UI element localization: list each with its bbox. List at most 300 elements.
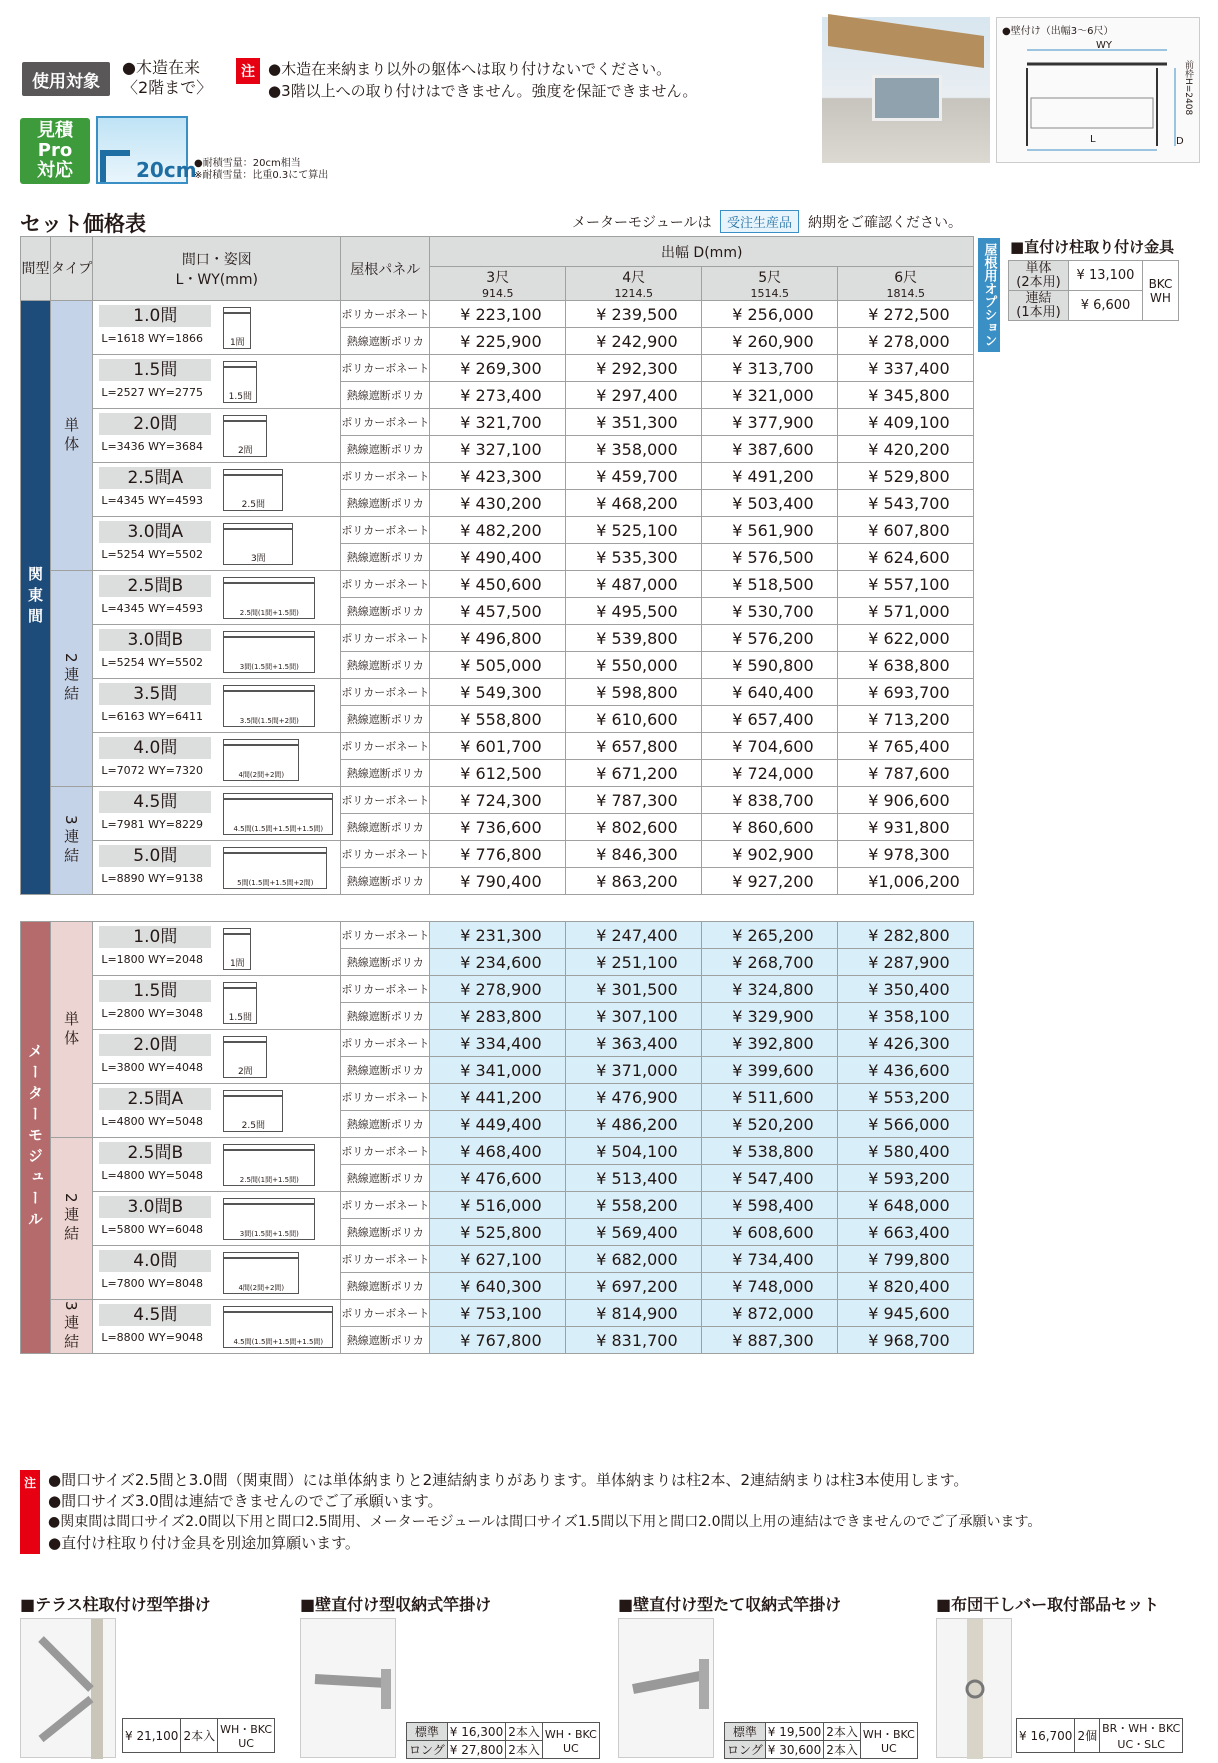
- price-cell: ¥ 612,500: [430, 760, 566, 787]
- price-cell: ¥ 449,400: [430, 1111, 566, 1138]
- price-cell: ¥ 557,100: [838, 571, 974, 598]
- size-figure: 4間(2間+2間): [223, 739, 299, 781]
- price-cell: ¥ 607,800: [838, 517, 974, 544]
- product-price: ¥ 16,700: [1017, 1719, 1075, 1753]
- price-cell: ¥ 978,300: [838, 841, 974, 868]
- panel-type: ポリカーボネート: [341, 787, 430, 814]
- snow-load-mark: [100, 150, 130, 182]
- price-cell: ¥ 945,600: [838, 1300, 974, 1327]
- size-dimensions: L=8890 WY=9138: [101, 872, 203, 885]
- panel-type: 熱線遮断ポリカ: [341, 1057, 430, 1084]
- price-cell: ¥ 392,800: [702, 1030, 838, 1057]
- price-cell: ¥ 490,400: [430, 544, 566, 571]
- price-cell: ¥ 736,600: [430, 814, 566, 841]
- size-name: 4.0間: [99, 737, 211, 759]
- product-price-table: [724, 1722, 918, 1759]
- module-note: 納期をご確認ください。: [808, 215, 962, 231]
- price-cell: ¥ 426,300: [838, 1030, 974, 1057]
- price-cell: ¥ 283,800: [430, 1003, 566, 1030]
- price-cell: ¥ 321,000: [702, 382, 838, 409]
- size-cell: [93, 1138, 341, 1192]
- option-table: [1008, 260, 1179, 321]
- depth-mm: 1214.5: [614, 287, 653, 300]
- size-figure: 3間(1.5間+1.5間): [223, 631, 315, 673]
- price-cell: ¥ 566,000: [838, 1111, 974, 1138]
- price-cell: ¥ 265,200: [702, 922, 838, 949]
- size-name: 1.0間: [99, 305, 211, 327]
- price-cell: ¥ 491,200: [702, 463, 838, 490]
- price-cell: ¥ 234,600: [430, 949, 566, 976]
- futon-bar-figure: [937, 1619, 1013, 1759]
- price-cell: ¥ 377,900: [702, 409, 838, 436]
- panel-type: 熱線遮断ポリカ: [341, 1003, 430, 1030]
- size-cell: [93, 1246, 341, 1300]
- header-size-label: 間口・姿図: [181, 251, 252, 268]
- table-row: [21, 409, 974, 436]
- product-photo: [822, 17, 990, 163]
- size-cell: [93, 922, 341, 976]
- price-table: [20, 236, 974, 1354]
- panel-type: ポリカーボネート: [341, 1246, 430, 1273]
- price-cell: ¥ 242,900: [566, 328, 702, 355]
- size-name: 2.5間A: [99, 1088, 211, 1110]
- product-price-table: [1016, 1718, 1183, 1753]
- price-cell: ¥ 550,000: [566, 652, 702, 679]
- table-row: [21, 1138, 974, 1165]
- price-cell: ¥ 598,800: [566, 679, 702, 706]
- price-cell: ¥ 553,200: [838, 1084, 974, 1111]
- size-figure: 4.5間(1.5間+1.5間+1.5間): [223, 793, 333, 835]
- size-figure: 3.5間(1.5間+2間): [223, 685, 315, 727]
- snow-load-value: 20cm: [136, 158, 197, 182]
- price-cell: ¥ 657,800: [566, 733, 702, 760]
- target-line: ●木造在来: [122, 58, 200, 77]
- header-depth-4: [566, 267, 702, 301]
- price-cell: ¥ 802,600: [566, 814, 702, 841]
- price-cell: ¥ 476,900: [566, 1084, 702, 1111]
- price-cell: ¥ 297,400: [566, 382, 702, 409]
- price-cell: ¥ 767,800: [430, 1327, 566, 1354]
- size-name: 3.0間B: [99, 629, 211, 651]
- price-cell: ¥ 313,700: [702, 355, 838, 382]
- price-cell: ¥ 287,900: [838, 949, 974, 976]
- panel-type: 熱線遮断ポリカ: [341, 1327, 430, 1354]
- price-cell: ¥ 231,300: [430, 922, 566, 949]
- depth-mm: 914.5: [481, 287, 514, 300]
- depth-mm: 1514.5: [750, 287, 789, 300]
- price-cell: ¥ 307,100: [566, 1003, 702, 1030]
- price-cell: ¥ 504,100: [566, 1138, 702, 1165]
- type-label: 2連結: [51, 1138, 93, 1300]
- price-cell: ¥ 846,300: [566, 841, 702, 868]
- product-qty: 2本入: [506, 1741, 543, 1759]
- price-cell: ¥1,006,200: [838, 868, 974, 895]
- price-cell: ¥ 671,200: [566, 760, 702, 787]
- header-depth-5: [702, 267, 838, 301]
- product-colors: WH・BKC UC: [542, 1723, 599, 1759]
- price-cell: ¥ 337,400: [838, 355, 974, 382]
- depth-mm: 1814.5: [886, 287, 925, 300]
- product-title: ■テラス柱取付け型竿掛け: [20, 1595, 211, 1614]
- size-dimensions: L=6163 WY=6411: [101, 710, 203, 723]
- product-price: ¥ 27,800: [447, 1741, 505, 1759]
- diagram-label: ●壁付け（出幅3～6尺）: [1002, 26, 1114, 37]
- depth-label: 4尺: [622, 270, 646, 286]
- panel-type: ポリカーボネート: [341, 1138, 430, 1165]
- price-cell: ¥ 324,800: [702, 976, 838, 1003]
- product-title: ■布団干しバー取付部品セット: [936, 1595, 1160, 1614]
- note-line: ●3階以上への取り付けはできません。強度を保証できません。: [268, 82, 698, 100]
- price-cell: ¥ 529,800: [838, 463, 974, 490]
- option-price: ¥ 13,100: [1069, 261, 1143, 291]
- diagram-wy: WY: [1096, 40, 1112, 51]
- price-cell: ¥ 831,700: [566, 1327, 702, 1354]
- target-line: 〈2階まで〉: [122, 78, 213, 97]
- price-cell: ¥ 496,800: [430, 625, 566, 652]
- price-cell: ¥ 371,000: [566, 1057, 702, 1084]
- note-line: ●間口サイズ3.0間は連結できませんのでご了承願います。: [48, 1492, 443, 1510]
- price-cell: ¥ 838,700: [702, 787, 838, 814]
- size-dimensions: L=4800 WY=5048: [101, 1169, 203, 1182]
- mitsumori-pro-badge: [20, 118, 90, 184]
- panel-type: 熱線遮断ポリカ: [341, 436, 430, 463]
- type-label: 単体: [51, 922, 93, 1138]
- price-cell: ¥ 409,100: [838, 409, 974, 436]
- option-colors: BKC WH: [1143, 261, 1179, 321]
- price-cell: ¥ 450,600: [430, 571, 566, 598]
- panel-type: 熱線遮断ポリカ: [341, 760, 430, 787]
- price-cell: ¥ 608,600: [702, 1219, 838, 1246]
- price-cell: ¥ 272,500: [838, 301, 974, 328]
- size-cell: [93, 571, 341, 625]
- price-cell: ¥ 648,000: [838, 1192, 974, 1219]
- product-colors: BR・WH・BKC UC・SLC: [1100, 1719, 1183, 1753]
- made-to-order-badge: 受注生産品: [720, 210, 799, 233]
- price-cell: ¥ 693,700: [838, 679, 974, 706]
- panel-type: 熱線遮断ポリカ: [341, 1273, 430, 1300]
- panel-type: ポリカーボネート: [341, 301, 430, 328]
- table-row: [21, 355, 974, 382]
- price-cell: ¥ 558,200: [566, 1192, 702, 1219]
- table-row: [21, 1030, 974, 1057]
- price-cell: ¥ 486,200: [566, 1111, 702, 1138]
- price-cell: ¥ 598,400: [702, 1192, 838, 1219]
- price-cell: ¥ 321,700: [430, 409, 566, 436]
- size-dimensions: L=1800 WY=2048: [101, 953, 203, 966]
- badge-text: 見積: [37, 120, 73, 141]
- price-cell: ¥ 441,200: [430, 1084, 566, 1111]
- price-cell: ¥ 260,900: [702, 328, 838, 355]
- note-badge: 注: [236, 58, 260, 84]
- size-dimensions: L=4345 WY=4593: [101, 602, 203, 615]
- price-cell: ¥ 399,600: [702, 1057, 838, 1084]
- price-cell: ¥ 513,400: [566, 1165, 702, 1192]
- price-cell: ¥ 278,900: [430, 976, 566, 1003]
- size-name: 2.0間: [99, 1034, 211, 1056]
- size-name: 4.0間: [99, 1250, 211, 1272]
- table-row: [21, 1246, 974, 1273]
- product-qty: 2本入: [181, 1719, 218, 1753]
- price-cell: ¥ 561,900: [702, 517, 838, 544]
- panel-type: ポリカーボネート: [341, 922, 430, 949]
- size-figure: 5間(1.5間+1.5間+2間): [223, 847, 327, 889]
- price-cell: ¥ 387,600: [702, 436, 838, 463]
- size-cell: [93, 841, 341, 895]
- price-cell: ¥ 525,800: [430, 1219, 566, 1246]
- header-size: [93, 237, 341, 301]
- size-cell: [93, 1300, 341, 1354]
- option-title: ■直付け柱取り付け金具: [1010, 238, 1175, 256]
- size-name: 2.0間: [99, 413, 211, 435]
- price-cell: ¥ 887,300: [702, 1327, 838, 1354]
- price-cell: ¥ 902,900: [702, 841, 838, 868]
- panel-type: ポリカーボネート: [341, 355, 430, 382]
- size-figure: 2間: [223, 415, 267, 457]
- price-cell: ¥ 430,200: [430, 490, 566, 517]
- vertical-hanger-figure: [619, 1619, 715, 1759]
- price-cell: ¥ 713,200: [838, 706, 974, 733]
- price-cell: ¥ 358,000: [566, 436, 702, 463]
- price-cell: ¥ 487,000: [566, 571, 702, 598]
- table-row: [21, 517, 974, 544]
- size-dimensions: L=1618 WY=1866: [101, 332, 203, 345]
- price-cell: ¥ 538,800: [702, 1138, 838, 1165]
- product-colors: WH・BKC UC: [218, 1719, 275, 1753]
- price-cell: ¥ 765,400: [838, 733, 974, 760]
- price-cell: ¥ 776,800: [430, 841, 566, 868]
- price-cell: ¥ 547,400: [702, 1165, 838, 1192]
- price-cell: ¥ 525,100: [566, 517, 702, 544]
- panel-type: ポリカーボネート: [341, 571, 430, 598]
- product-qty: 2本入: [824, 1741, 861, 1759]
- size-name: 1.0間: [99, 926, 211, 948]
- size-cell: [93, 1030, 341, 1084]
- price-cell: ¥ 640,400: [702, 679, 838, 706]
- price-cell: ¥ 814,900: [566, 1300, 702, 1327]
- product-title: ■壁直付け型収納式竿掛け: [300, 1595, 492, 1614]
- product-variant: ロング: [725, 1741, 766, 1759]
- price-cell: ¥ 251,100: [566, 949, 702, 976]
- size-figure: 2.5間(1間+1.5間): [223, 1144, 315, 1186]
- price-cell: ¥ 682,000: [566, 1246, 702, 1273]
- product-colors: WH・BKC UC: [860, 1723, 917, 1759]
- region-label: メーターモジュール: [21, 922, 51, 1354]
- roof-option-label: 屋根用オプション: [978, 238, 1000, 352]
- product-variant: ロング: [407, 1741, 448, 1759]
- table-row: [21, 787, 974, 814]
- target-badge: 使用対象: [22, 62, 110, 96]
- price-cell: ¥ 256,000: [702, 301, 838, 328]
- installation-diagram: [996, 17, 1200, 163]
- price-cell: ¥ 518,500: [702, 571, 838, 598]
- panel-type: ポリカーボネート: [341, 409, 430, 436]
- price-cell: ¥ 704,600: [702, 733, 838, 760]
- price-cell: ¥ 341,000: [430, 1057, 566, 1084]
- table-row: [21, 1300, 974, 1327]
- size-cell: [93, 976, 341, 1030]
- panel-type: 熱線遮断ポリカ: [341, 652, 430, 679]
- panel-type: ポリカーボネート: [341, 625, 430, 652]
- price-cell: ¥ 520,200: [702, 1111, 838, 1138]
- table-row: [21, 679, 974, 706]
- size-figure: 4.5間(1.5間+1.5間+1.5間): [223, 1306, 333, 1348]
- size-cell: [93, 679, 341, 733]
- price-cell: ¥ 301,500: [566, 976, 702, 1003]
- option-label: 単体 (2本用): [1009, 261, 1069, 291]
- size-dimensions: L=2800 WY=3048: [101, 1007, 203, 1020]
- panel-type: ポリカーボネート: [341, 1300, 430, 1327]
- price-cell: ¥ 627,100: [430, 1246, 566, 1273]
- table-row: [21, 301, 974, 328]
- panel-type: ポリカーボネート: [341, 733, 430, 760]
- price-cell: ¥ 640,300: [430, 1273, 566, 1300]
- size-name: 2.5間B: [99, 575, 211, 597]
- size-name: 1.5間: [99, 359, 211, 381]
- size-dimensions: L=5254 WY=5502: [101, 548, 203, 561]
- note-line: ●間口サイズ2.5間と3.0間（関東間）には単体納まりと2連結納まりがあります。単体納まりは柱2本、2連結納まりは柱3本使用します。: [48, 1471, 969, 1489]
- panel-type: 熱線遮断ポリカ: [341, 1165, 430, 1192]
- type-label: 単体: [51, 301, 93, 571]
- price-cell: ¥ 753,100: [430, 1300, 566, 1327]
- price-cell: ¥ 292,300: [566, 355, 702, 382]
- price-cell: ¥ 273,400: [430, 382, 566, 409]
- panel-type: 熱線遮断ポリカ: [341, 868, 430, 895]
- price-cell: ¥ 580,400: [838, 1138, 974, 1165]
- product-image: [618, 1618, 714, 1758]
- size-figure: 3間(1.5間+1.5間): [223, 1198, 315, 1240]
- diagram-d: D: [1176, 136, 1184, 147]
- price-cell: ¥ 423,300: [430, 463, 566, 490]
- product-image: [300, 1618, 396, 1758]
- price-cell: ¥ 345,800: [838, 382, 974, 409]
- table-spacer: [21, 895, 974, 922]
- price-cell: ¥ 787,300: [566, 787, 702, 814]
- product-price-table: [122, 1718, 275, 1753]
- table-row: [21, 463, 974, 490]
- table-row: [21, 733, 974, 760]
- price-cell: ¥ 535,300: [566, 544, 702, 571]
- price-cell: ¥ 363,400: [566, 1030, 702, 1057]
- price-cell: ¥ 247,400: [566, 922, 702, 949]
- page-title: セット価格表: [20, 212, 146, 236]
- product-price: ¥ 30,600: [765, 1741, 823, 1759]
- size-cell: [93, 1084, 341, 1138]
- table-row: [21, 1084, 974, 1111]
- product-price: ¥ 19,500: [765, 1723, 823, 1741]
- table-row: [21, 922, 974, 949]
- size-name: 3.0間A: [99, 521, 211, 543]
- price-cell: ¥ 329,900: [702, 1003, 838, 1030]
- size-name: 5.0間: [99, 845, 211, 867]
- snow-note-line: ●耐積雪量：20cm相当: [194, 158, 301, 169]
- size-name: 3.0間B: [99, 1196, 211, 1218]
- table-row: [21, 1192, 974, 1219]
- panel-type: 熱線遮断ポリカ: [341, 949, 430, 976]
- product-qty: 2本入: [824, 1723, 861, 1741]
- size-dimensions: L=7981 WY=8229: [101, 818, 203, 831]
- size-cell: [93, 1192, 341, 1246]
- price-cell: ¥ 724,000: [702, 760, 838, 787]
- price-cell: ¥ 820,400: [838, 1273, 974, 1300]
- size-cell: [93, 355, 341, 409]
- price-cell: ¥ 724,300: [430, 787, 566, 814]
- snow-load-note: [194, 158, 328, 182]
- badge-text: Pro: [37, 140, 73, 161]
- size-cell: [93, 517, 341, 571]
- price-cell: ¥ 358,100: [838, 1003, 974, 1030]
- panel-type: ポリカーボネート: [341, 1030, 430, 1057]
- price-cell: ¥ 351,300: [566, 409, 702, 436]
- price-cell: ¥ 622,000: [838, 625, 974, 652]
- price-cell: ¥ 516,000: [430, 1192, 566, 1219]
- price-cell: ¥ 571,000: [838, 598, 974, 625]
- size-cell: [93, 409, 341, 463]
- notes-badge: 注: [20, 1470, 40, 1554]
- size-name: 4.5間: [99, 1304, 211, 1326]
- size-figure: 2.5間(1間+1.5間): [223, 577, 315, 619]
- pole-hanger-figure: [21, 1619, 117, 1759]
- size-figure: 1間: [223, 307, 251, 349]
- panel-type: ポリカーボネート: [341, 1084, 430, 1111]
- diagram-h: 前枠H=2408: [1183, 60, 1193, 116]
- price-cell: ¥ 350,400: [838, 976, 974, 1003]
- size-cell: [93, 787, 341, 841]
- size-dimensions: L=7800 WY=8048: [101, 1277, 203, 1290]
- panel-type: ポリカーボネート: [341, 517, 430, 544]
- product-image: [20, 1618, 116, 1758]
- price-cell: ¥ 576,500: [702, 544, 838, 571]
- price-cell: ¥ 482,200: [430, 517, 566, 544]
- panel-type: ポリカーボネート: [341, 841, 430, 868]
- size-name: 4.5間: [99, 791, 211, 813]
- target-text: [122, 58, 212, 98]
- price-cell: ¥ 505,000: [430, 652, 566, 679]
- panel-type: 熱線遮断ポリカ: [341, 814, 430, 841]
- size-dimensions: L=2527 WY=2775: [101, 386, 203, 399]
- price-cell: ¥ 748,000: [702, 1273, 838, 1300]
- header-size-sub: L・WY(mm): [175, 271, 259, 288]
- panel-type: 熱線遮断ポリカ: [341, 598, 430, 625]
- price-cell: ¥ 860,600: [702, 814, 838, 841]
- price-cell: ¥ 610,600: [566, 706, 702, 733]
- price-cell: ¥ 931,800: [838, 814, 974, 841]
- size-figure: 3間: [223, 523, 293, 565]
- size-cell: [93, 625, 341, 679]
- price-cell: ¥ 569,400: [566, 1219, 702, 1246]
- price-cell: ¥ 468,200: [566, 490, 702, 517]
- table-row: [21, 625, 974, 652]
- type-label: 3連結: [51, 1300, 93, 1354]
- size-name: 2.5間B: [99, 1142, 211, 1164]
- notes: [48, 1470, 1041, 1554]
- size-cell: [93, 301, 341, 355]
- price-cell: ¥ 790,400: [430, 868, 566, 895]
- price-cell: ¥ 436,600: [838, 1057, 974, 1084]
- price-cell: ¥ 576,200: [702, 625, 838, 652]
- module-note: メーターモジュールは: [572, 215, 712, 231]
- price-cell: ¥ 799,800: [838, 1246, 974, 1273]
- price-cell: ¥ 906,600: [838, 787, 974, 814]
- header-panel: 屋根パネル: [341, 237, 430, 301]
- type-label: 3連結: [51, 787, 93, 895]
- product-variant: 標準: [725, 1723, 766, 1741]
- product-qty: 2本入: [506, 1723, 543, 1741]
- price-cell: ¥ 863,200: [566, 868, 702, 895]
- panel-type: 熱線遮断ポリカ: [341, 328, 430, 355]
- panel-type: ポリカーボネート: [341, 976, 430, 1003]
- size-figure: 1間: [223, 928, 251, 970]
- price-cell: ¥ 549,300: [430, 679, 566, 706]
